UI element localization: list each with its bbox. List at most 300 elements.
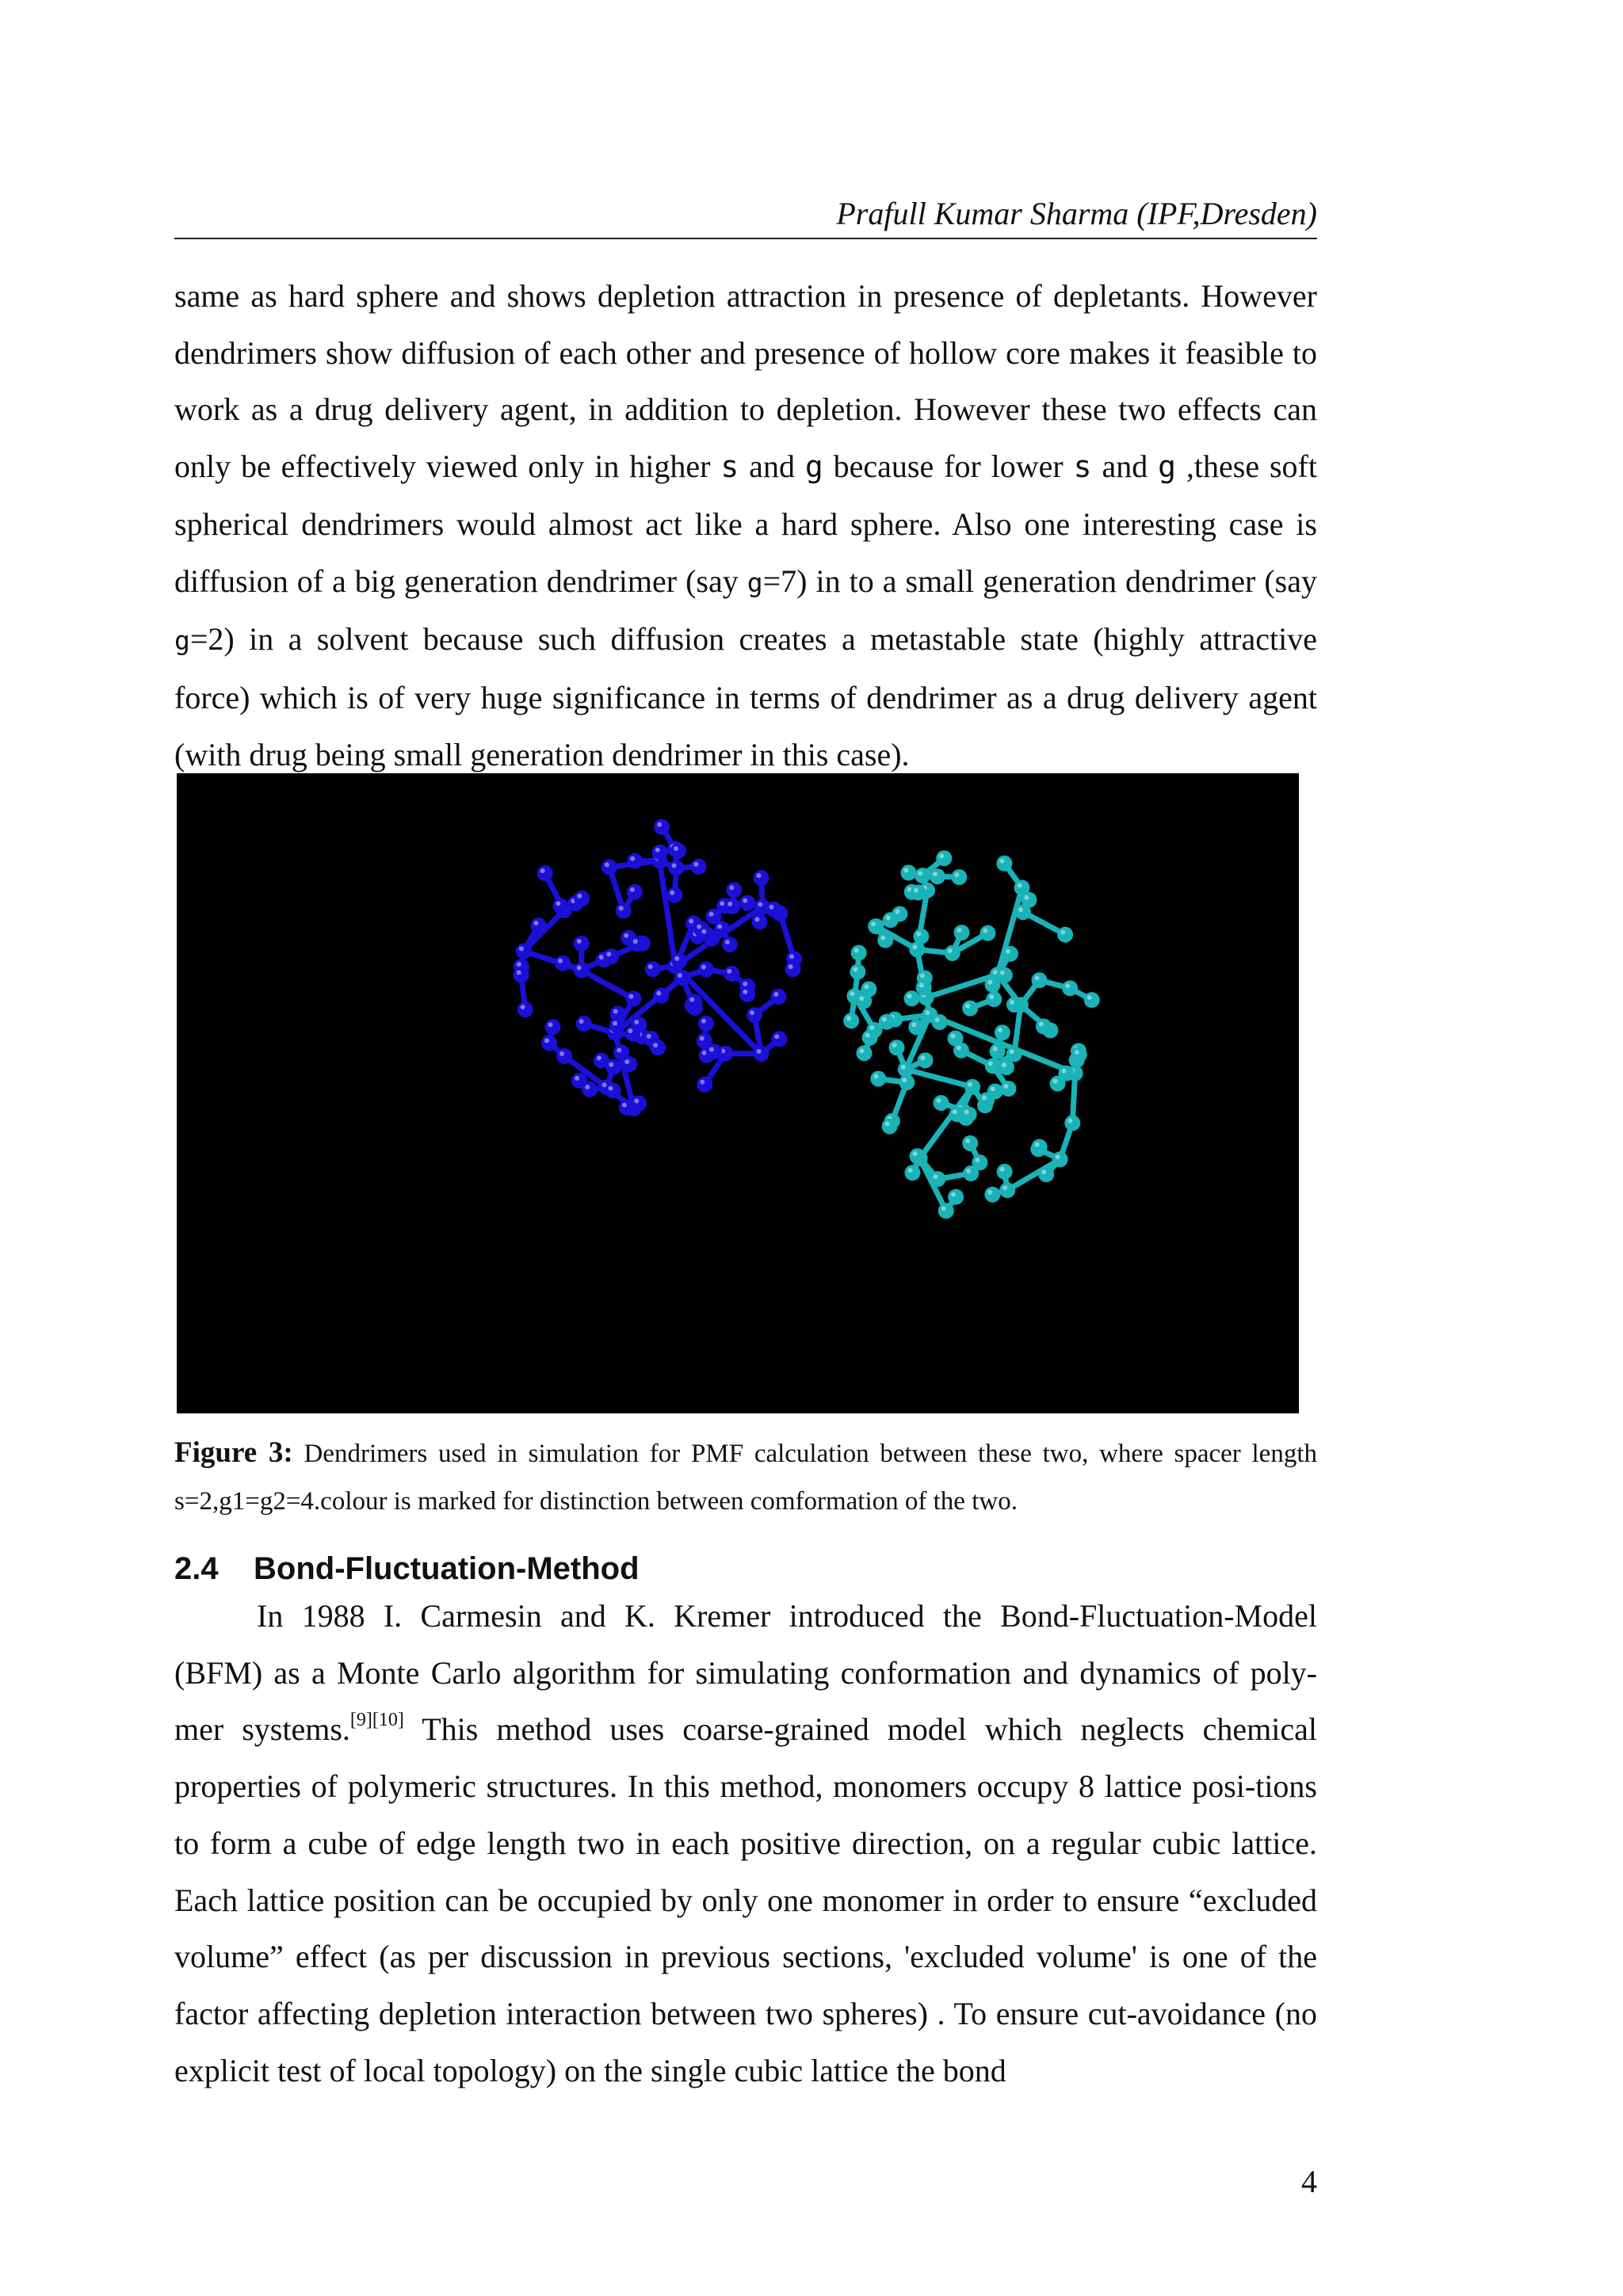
atom-highlight (617, 1048, 621, 1053)
atom-highlight (720, 901, 724, 906)
atom-highlight (701, 965, 706, 970)
atom-highlight (948, 948, 953, 953)
atom-highlight (907, 1168, 912, 1173)
atom-highlight (993, 1047, 998, 1051)
atom (1002, 946, 1018, 962)
atom-highlight (628, 994, 633, 999)
paragraph-dendrimer-diffusion (174, 268, 1317, 783)
atom-highlight (1053, 1079, 1058, 1084)
atom (668, 860, 684, 876)
atom (964, 1079, 980, 1095)
atom-highlight (1067, 1119, 1072, 1123)
atom-highlight (957, 1046, 961, 1051)
atom (544, 1019, 560, 1035)
atom-highlight (913, 1151, 918, 1156)
atom (948, 1031, 964, 1047)
atom-highlight (725, 940, 730, 944)
paragraph-text: because for lower (823, 448, 1074, 485)
atom-highlight (911, 1022, 916, 1027)
atom-highlight (689, 919, 693, 924)
atom-highlight (920, 973, 925, 978)
atom-highlight (633, 939, 638, 944)
atom-highlight (609, 1062, 613, 1067)
symbol-g: g (804, 449, 823, 485)
atom-highlight (743, 990, 747, 994)
atom-highlight (903, 868, 908, 873)
atom (1064, 1116, 1080, 1131)
atom-highlight (517, 962, 521, 967)
atom-highlight (743, 982, 747, 986)
atom-highlight (920, 1055, 925, 1060)
atom (856, 993, 872, 1009)
atom-highlight (622, 1103, 627, 1108)
atom-highlight (577, 966, 582, 971)
atom-highlight (613, 1009, 618, 1013)
atom-highlight (1061, 1069, 1066, 1074)
atom-highlight (871, 921, 876, 926)
section-title: Bond-Fluctuation-Method (254, 1551, 640, 1586)
atom-highlight (1087, 995, 1092, 1000)
atom-highlight (701, 929, 706, 934)
atom-highlight (912, 944, 917, 949)
atom (1062, 980, 1078, 996)
atom-highlight (693, 862, 698, 867)
atom (917, 1052, 933, 1068)
atom (670, 843, 686, 859)
atom-highlight (628, 1028, 632, 1033)
atom-highlight (630, 887, 635, 892)
atom (850, 964, 865, 980)
atom-highlight (1000, 1167, 1005, 1172)
atom-highlight (674, 956, 679, 961)
atom (984, 1187, 1000, 1203)
atom (653, 988, 669, 1004)
atom (754, 1046, 769, 1062)
atom (594, 1053, 609, 1069)
atom-highlight (558, 959, 563, 963)
page-number: 4 (1301, 2164, 1317, 2199)
atom-highlight (750, 1010, 754, 1015)
atom-highlight (789, 954, 794, 959)
atom-highlight (895, 910, 899, 914)
atom (997, 1164, 1013, 1180)
atom-highlight (1041, 1169, 1046, 1174)
atom (1015, 904, 1031, 920)
atom (631, 1016, 647, 1032)
atom-highlight (1075, 1050, 1079, 1055)
atom-highlight (757, 873, 762, 878)
atom (726, 882, 742, 898)
atom-highlight (727, 969, 731, 974)
atom-highlight (709, 1047, 714, 1052)
atom-highlight (925, 1010, 930, 1015)
atom-highlight (577, 894, 582, 898)
atom-highlight (647, 1034, 651, 1039)
atom (697, 1033, 712, 1049)
atom-highlight (965, 1004, 970, 1009)
atom-highlight (624, 933, 628, 938)
atom (908, 1019, 924, 1035)
atom (613, 1045, 629, 1061)
atom (986, 991, 1002, 1007)
atom-highlight (989, 994, 994, 999)
atom (654, 819, 670, 835)
atom-highlight (774, 1034, 779, 1039)
atom-highlight (1060, 930, 1065, 935)
atom-highlight (789, 964, 793, 969)
atom-highlight (982, 1096, 987, 1100)
atom-highlight (916, 932, 921, 936)
atom (627, 853, 643, 869)
atom (697, 1077, 712, 1093)
atom (571, 1073, 587, 1089)
atom-highlight (1039, 1022, 1044, 1027)
atom (574, 891, 590, 906)
atom (904, 990, 920, 1006)
atom-highlight (700, 1080, 705, 1085)
atom-highlight (670, 891, 674, 895)
atom-highlight (1010, 1000, 1014, 1005)
atom-highlight (983, 929, 987, 933)
atom-highlight (880, 936, 885, 940)
atom-highlight (953, 1109, 957, 1114)
section-number: 2.4 (174, 1551, 219, 1586)
atom-highlight (1035, 975, 1040, 980)
atom (999, 1182, 1015, 1198)
atom (537, 865, 553, 881)
symbol-s: s (720, 449, 739, 485)
atom-highlight (859, 1048, 864, 1053)
atom-highlight (869, 1025, 874, 1030)
atom-highlight (919, 983, 924, 988)
atom-highlight (1006, 949, 1010, 954)
atom (603, 948, 619, 964)
figure-background (177, 773, 1299, 1413)
atom-highlight (773, 992, 778, 997)
atom-highlight (577, 939, 582, 944)
atom (1032, 1139, 1048, 1155)
atom (851, 945, 867, 961)
atom-highlight (991, 1086, 995, 1091)
atom-highlight (968, 1082, 972, 1087)
atom (980, 925, 995, 941)
atom (766, 902, 782, 917)
atom-highlight (519, 946, 524, 951)
atom (843, 1013, 859, 1028)
atom (754, 870, 769, 886)
atom-highlight (918, 871, 922, 875)
atom (652, 845, 668, 860)
atom (739, 986, 755, 1002)
atom-highlight (933, 871, 938, 876)
atom (932, 1014, 948, 1030)
atom (882, 1119, 898, 1135)
atom-highlight (1010, 1050, 1014, 1055)
atom-highlight (758, 902, 762, 907)
atom (899, 1074, 915, 1090)
atom (671, 953, 687, 969)
atom (574, 963, 590, 978)
atom-highlight (886, 915, 891, 920)
atom (995, 1024, 1010, 1040)
atom (576, 1016, 592, 1032)
atom (962, 1001, 978, 1016)
atom (751, 913, 767, 929)
atom (1071, 1047, 1087, 1062)
atom (747, 1007, 762, 1023)
atom-highlight (846, 1016, 851, 1020)
atom (686, 994, 702, 1010)
section-heading (174, 1547, 1317, 1591)
atom-highlight (630, 856, 635, 861)
atom-highlight (729, 885, 734, 890)
atom-highlight (548, 1022, 552, 1027)
atom-highlight (701, 1019, 706, 1024)
atom (724, 898, 740, 914)
atom-highlight (873, 1074, 878, 1079)
atom (574, 936, 590, 952)
atom (724, 966, 739, 982)
atom-highlight (605, 862, 609, 867)
atom (889, 1039, 905, 1055)
symbol-s: s (1073, 449, 1092, 485)
atom (771, 1031, 787, 1047)
atom-highlight (757, 1049, 762, 1054)
atom-highlight (556, 902, 560, 906)
atom-highlight (892, 1043, 897, 1047)
atom-highlight (1003, 1084, 1008, 1089)
atom (609, 1018, 625, 1034)
paragraph-text: and (1091, 448, 1159, 485)
atom-highlight (951, 1192, 956, 1197)
atom (1036, 1019, 1052, 1035)
atom-highlight (702, 1051, 707, 1055)
citation: [9][10] (349, 1710, 404, 1731)
atom-highlight (965, 1138, 970, 1143)
atom-highlight (957, 928, 961, 933)
atom-highlight (606, 952, 611, 956)
atom-highlight (1000, 971, 1005, 975)
atom-highlight (674, 846, 678, 851)
atom (517, 1001, 533, 1017)
atom (962, 1135, 978, 1151)
atom (1006, 997, 1022, 1013)
atom-highlight (975, 1158, 980, 1162)
atom-highlight (700, 1036, 705, 1041)
atom (862, 1030, 878, 1046)
atom (631, 1096, 647, 1112)
atom (877, 933, 893, 948)
atom-highlight (653, 1043, 658, 1047)
atom-highlight (671, 864, 676, 868)
atom (913, 929, 929, 944)
symbol-g: g (174, 625, 190, 657)
figure-caption (174, 1429, 1317, 1525)
atom-highlight (1018, 907, 1023, 912)
atom-highlight (743, 898, 747, 903)
atom (531, 917, 547, 933)
atom (627, 884, 643, 900)
atom (999, 1059, 1014, 1075)
symbol-g: g (1158, 449, 1176, 485)
atom-highlight (964, 1110, 969, 1115)
atom (666, 887, 682, 903)
atom (951, 869, 967, 885)
atom-highlight (1018, 883, 1022, 888)
atom-highlight (559, 1051, 564, 1056)
atom-highlight (655, 848, 660, 852)
atom-highlight (599, 955, 604, 959)
atom (601, 859, 617, 875)
atom-highlight (935, 1017, 940, 1022)
atom (911, 885, 926, 901)
atom (690, 859, 706, 875)
atom (972, 1154, 987, 1170)
atom-highlight (914, 888, 918, 893)
atom (514, 967, 529, 983)
paragraph-text: This method uses coarse-grained model which neglects chemical properties of polymeric structures. In this method, monomers occupy 8 lattice posi-tions to form a cube of edge length two in each positive direction, on a regular cubic lattice. Each lattice position can be occupied by only one monomer in order to ensure “excluded volume” effect (as per discussion in previous sections, 'excluded volume' is one of the factor affecting depletion interaction between two spheres) . To ensure cut-avoidance (no explicit test of local topology) on the single cubic lattice the bond (174, 1711, 1317, 2088)
atom (650, 1039, 666, 1055)
atom (879, 1014, 895, 1030)
paragraph-text: =2) in a solvent because such diffusion creates a metastable state (highly attractive force) which is of very huge significance in terms of dendrimer as a drug delivery agent (with drug being small generation dendrimer in this case). (174, 621, 1317, 772)
atom (556, 1048, 572, 1064)
atom-highlight (689, 997, 694, 1002)
atom (1038, 1166, 1054, 1182)
header-author: Prafull Kumar Sharma (IPF,Dresden) (836, 196, 1317, 231)
running-header (174, 193, 1317, 239)
atom-highlight (544, 1038, 549, 1043)
atom-highlight (717, 924, 722, 929)
symbol-g: g (747, 566, 763, 598)
atom-highlight (850, 991, 854, 996)
atom (910, 1148, 926, 1164)
atom (961, 1107, 977, 1123)
atom-highlight (727, 902, 732, 906)
atom (706, 909, 722, 925)
atom (930, 1171, 945, 1187)
paragraph-bfm (174, 1588, 1317, 2099)
atom-highlight (941, 1206, 946, 1211)
paragraph-text: In 1988 I. Carmesin and K. Kremer introduced the Bond-Fluctuation-Model (BFM) as a Monte Carlo algorithm for simulating conformation and dynamics of poly-mer systems. (174, 1598, 1317, 1748)
atom (990, 1043, 1006, 1059)
atom-highlight (1002, 1062, 1006, 1067)
figure-caption-text: Dendrimers used in simulation for PMF calculation between these two, where spacer length s=2,g1=g2=4.colour is marked for distinction between comformation of the two. (174, 1440, 1317, 1516)
atom-highlight (575, 1076, 579, 1081)
atom (625, 991, 641, 1007)
atom (1084, 992, 1100, 1008)
atom-highlight (865, 1033, 870, 1038)
atom-highlight (1056, 1154, 1060, 1159)
atom-highlight (902, 1077, 907, 1082)
atom-highlight (634, 1099, 639, 1104)
atom-highlight (907, 994, 912, 998)
atom-highlight (987, 980, 992, 985)
atom-highlight (988, 1061, 993, 1066)
atom (1052, 1151, 1068, 1167)
atom (739, 895, 755, 911)
atom-highlight (579, 1019, 584, 1024)
atom-highlight (864, 985, 869, 990)
atom-highlight (613, 1021, 617, 1026)
atom-highlight (769, 905, 774, 910)
atom-highlight (999, 859, 1004, 864)
atom (1050, 1076, 1066, 1092)
atom (938, 1203, 954, 1219)
atom-highlight (937, 1098, 941, 1103)
atom (870, 1071, 886, 1087)
atom-highlight (602, 1082, 607, 1087)
atom-highlight (609, 1086, 613, 1091)
atom (555, 955, 571, 971)
atom (645, 961, 661, 977)
atom (934, 1095, 949, 1111)
atom-highlight (517, 971, 521, 975)
atom (868, 918, 884, 934)
atom (930, 868, 945, 884)
atom-highlight (1024, 895, 1029, 900)
atom-highlight (656, 991, 661, 996)
atom-highlight (1035, 1142, 1040, 1147)
paragraph-text: and (739, 448, 805, 485)
atom-highlight (540, 868, 545, 873)
atom-highlight (521, 1005, 525, 1009)
atom (916, 980, 932, 996)
atom (516, 943, 532, 959)
atom (698, 926, 714, 942)
atom-highlight (754, 917, 759, 921)
atom (856, 1045, 872, 1061)
atom (945, 945, 960, 961)
atom-highlight (597, 1056, 601, 1061)
atom (900, 865, 916, 881)
atom-highlight (619, 906, 624, 911)
atom-highlight (998, 1028, 1002, 1032)
atom-highlight (933, 1174, 938, 1179)
atom (616, 903, 632, 919)
atom-highlight (939, 853, 944, 858)
atom (904, 1165, 920, 1180)
atom-highlight (624, 1059, 629, 1064)
atom-highlight (901, 1065, 906, 1070)
atom-highlight (859, 996, 864, 1001)
atom-highlight (648, 964, 653, 969)
dendrimer-figure-image (177, 773, 1299, 1413)
atom (605, 1083, 621, 1099)
atom-highlight (1065, 983, 1070, 988)
atom (674, 970, 690, 986)
atom (985, 1058, 1001, 1074)
atom (630, 936, 646, 952)
figure-label: Figure 3: (174, 1436, 293, 1469)
atom-highlight (678, 973, 682, 978)
atom-highlight (882, 1017, 887, 1022)
atom (936, 850, 952, 866)
atom-highlight (951, 1034, 956, 1039)
atom (1000, 1081, 1016, 1097)
atom (541, 1035, 557, 1051)
atom-highlight (966, 1169, 971, 1173)
atom (996, 856, 1012, 871)
atom (948, 1189, 964, 1205)
atom (785, 961, 801, 977)
atom (1032, 972, 1048, 988)
paragraph-text: same as hard sphere and shows depletion attraction in presence of depletants. However dendrimers show diffusion of each other and presence of hollow core makes it feasible to work as a drug delivery agent, in addition to depletion. However these two effects can only be effectively viewed only in higher (174, 278, 1317, 485)
atom (1057, 927, 1073, 943)
atom (892, 906, 907, 922)
atom-highlight (854, 948, 859, 953)
atom-highlight (634, 1020, 639, 1024)
atom-highlight (885, 1122, 890, 1127)
